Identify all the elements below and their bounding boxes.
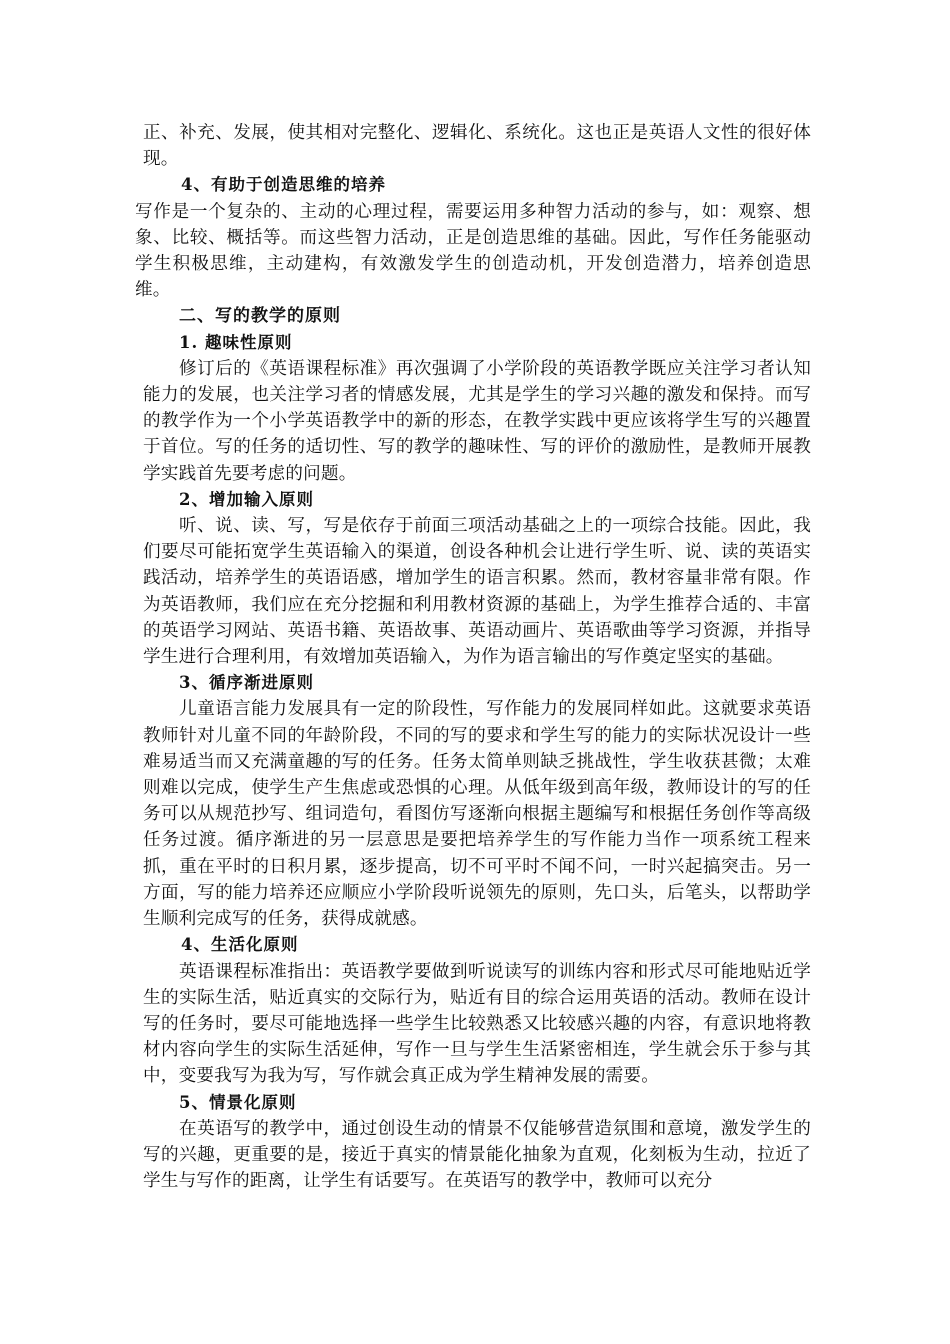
section-heading: 3、循序渐进原则 bbox=[179, 673, 314, 693]
section-heading: 5、情景化原则 bbox=[179, 1092, 297, 1112]
body-paragraph: 正、补充、发展，使其相对完整化、逻辑化、系统化。这也正是英语人文性的很好体现。 bbox=[143, 123, 811, 170]
body-paragraph: 在英语写的教学中，通过创设生动的情景不仅能够营造氛围和意境，激发学生的写的兴趣，更重要的是，接近于真实的情景能化抽象为直观，化刻板为生动，拉近了学生与写作的距离，让学生有话要写。在英语写的教学中，教师可以充分 bbox=[143, 1118, 811, 1192]
section-heading: 1. 趣味性原则 bbox=[179, 332, 293, 352]
body-paragraph: 听、说、读、写，写是依存于前面三项活动基础之上的一项综合技能。因此，我们要尽可能拓宽学生英语输入的渠道，创设各种机会让进行学生听、说、读的英语实践活动，培养学生的英语语感，增加学生的语言积累。然而，教材容量非常有限。作为英语教师，我们应在充分挖掘和利用教材资源的基础上，为学生推荐合适的、丰富的英语学习网站、英语书籍、英语故事、英语动画片、英语歌曲等学习资源，并指导学生进行合理利用，有效增加英语输入，为作为语言输出的写作奠定坚实的基础。 bbox=[143, 516, 811, 668]
body-paragraph: 写作是一个复杂的、主动的心理过程，需要运用多种智力活动的参与，如：观察、想象、比较、概括等。而这些智力活动，正是创造思维的基础。因此，写作任务能驱动学生积极思维，主动建构，有效激发学生的创造动机，开发创造潜力，培养创造思维。 bbox=[135, 201, 811, 301]
body-paragraph: 儿童语言能力发展具有一定的阶段性，写作能力的发展同样如此。这就要求英语教师针对儿童不同的年龄阶段，不同的写的要求和学生写的能力的实际状况设计一些难易适当而又充满童趣的写的任务。任务太简单则缺乏挑战性，学生收获甚微；太难则难以完成，使学生产生焦虑或恐惧的心理。从低年级到高年级，教师设计的写的任务可以从规范抄写、组词造句，看图仿写逐渐向根据主题编写和根据任务创作等高级任务过渡。循序渐进的另一层意思是要把培养学生的写作能力当作一项系统工程来抓，重在平时的日积月累，逐步提高，切不可平时不闻不问，一时兴起搞突击。另一方面，写的能力培养还应顺应小学阶段听说领先的原则，先口头，后笔头，以帮助学生顺利完成写的任务，获得成就感。 bbox=[143, 699, 811, 930]
section-heading: 4、有助于创造思维的培养 bbox=[181, 175, 386, 195]
section-heading: 二、写的教学的原则 bbox=[179, 306, 341, 327]
section-heading: 4、生活化原则 bbox=[181, 935, 299, 955]
section-heading: 2、增加输入原则 bbox=[179, 489, 314, 509]
body-paragraph: 修订后的《英语课程标准》再次强调了小学阶段的英语教学既应关注学习者认知能力的发展，也关注学习者的情感发展，尤其是学生的学习兴趣的激发和保持。而写的教学作为一个小学英语教学中的新的形态，在教学实践中更应该将学生写的兴趣置于首位。写的任务的适切性、写的教学的趣味性、写的评价的激励性，是教师开展教学实践首先要考虑的问题。 bbox=[143, 358, 811, 484]
body-paragraph: 英语课程标准指出：英语教学要做到听说读写的训练内容和形式尽可能地贴近学生的实际生活，贴近真实的交际行为，贴近有目的综合运用英语的活动。教师在设计写的任务时，要尽可能地选择一些学生比较熟悉又比较感兴趣的内容，有意识地将教材内容向学生的实际生活延伸，写作一旦与学生生活紧密相连，学生就会乐于参与其中，变要我写为我为写，写作就会真正成为学生精神发展的需要。 bbox=[143, 961, 811, 1087]
document-page bbox=[135, 120, 811, 1194]
